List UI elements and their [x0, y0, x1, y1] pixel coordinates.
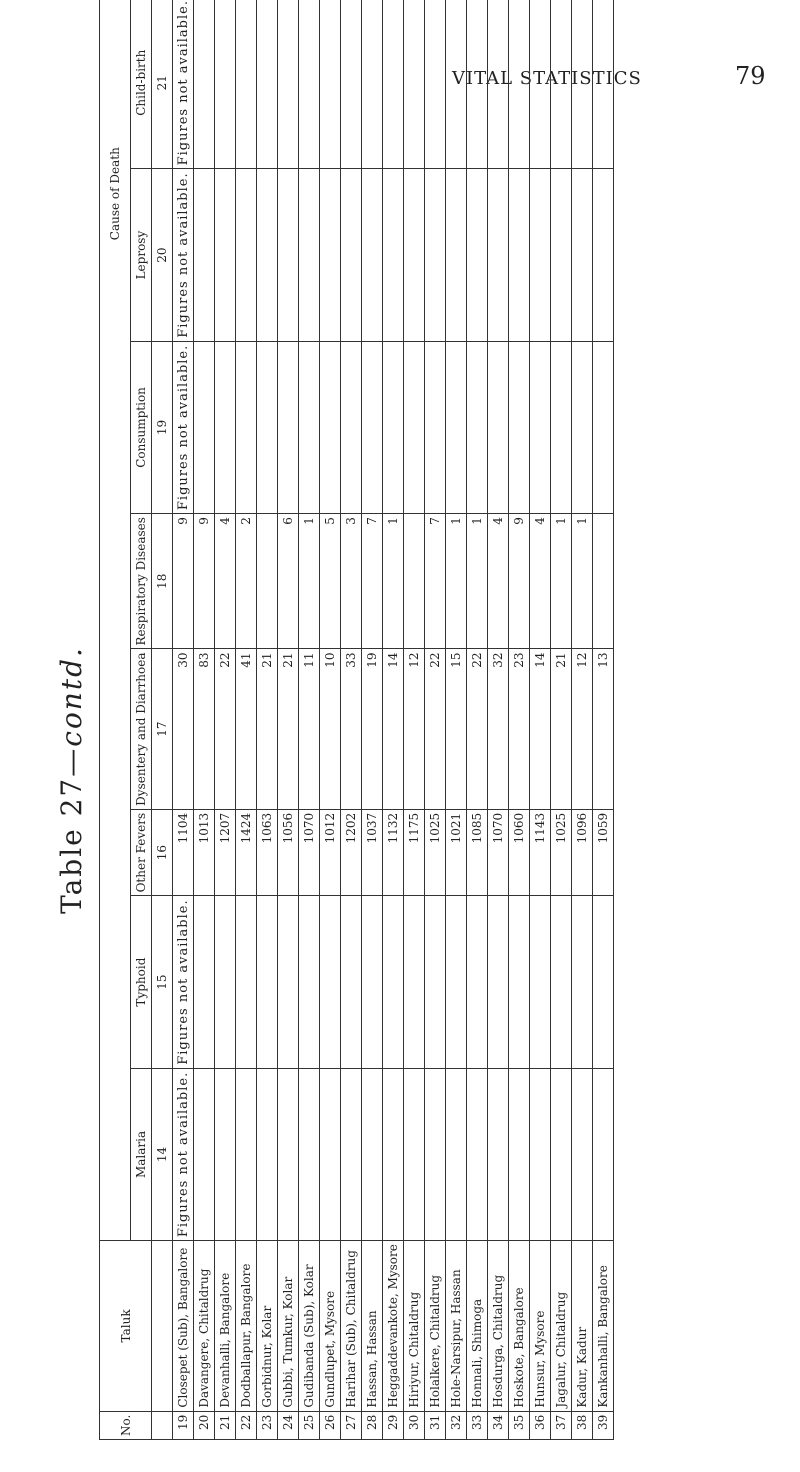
not-available-cell — [467, 0, 488, 169]
not-available-cell: Figures not available. — [173, 1068, 194, 1240]
not-available-cell — [215, 1068, 236, 1240]
cell-no: 38 — [572, 1411, 593, 1439]
cell-taluk: Gubbi, Tumkur, Kolar — [278, 1241, 299, 1412]
not-available-cell — [488, 1068, 509, 1240]
not-available-cell — [467, 341, 488, 513]
not-available-cell — [572, 169, 593, 341]
table-body — [173, 0, 614, 1440]
not-available-cell — [509, 0, 530, 169]
not-available-cell — [362, 169, 383, 341]
col-header: Typhoid — [131, 896, 152, 1068]
table-row — [278, 0, 299, 1440]
cell-taluk: Hole-Narsipur, Hassan — [446, 1241, 467, 1412]
not-available-cell — [236, 1068, 257, 1240]
table-row — [299, 0, 320, 1440]
not-available-cell — [551, 1068, 572, 1240]
table-row — [572, 0, 593, 1440]
table-row — [425, 0, 446, 1440]
cell-no: 19 — [173, 1411, 194, 1439]
cell-dysentery: 10 — [320, 649, 341, 809]
not-available-cell — [488, 0, 509, 169]
not-available-cell — [383, 1068, 404, 1240]
not-available-cell — [215, 169, 236, 341]
col-no: No. — [100, 1411, 152, 1439]
cell-respiratory: 7 — [362, 514, 383, 649]
table-row — [362, 0, 383, 1440]
not-available-cell — [593, 896, 614, 1068]
col-number: 20 — [152, 169, 173, 341]
cell-other_fevers: 1143 — [530, 809, 551, 896]
not-available-cell — [299, 0, 320, 169]
not-available-cell — [488, 896, 509, 1068]
cell-taluk: Hoskote, Bangalore — [509, 1241, 530, 1412]
page-number: 79 — [735, 62, 766, 90]
cell-dysentery: 32 — [488, 649, 509, 809]
cell-taluk: Hiriyur, Chitaldrug — [404, 1241, 425, 1412]
table-row — [593, 0, 614, 1440]
not-available-cell — [299, 1068, 320, 1240]
not-available-cell — [194, 169, 215, 341]
not-available-cell — [299, 169, 320, 341]
not-available-cell — [257, 169, 278, 341]
not-available-cell — [467, 1068, 488, 1240]
not-available-cell — [425, 169, 446, 341]
not-available-cell — [446, 896, 467, 1068]
cell-respiratory: 1 — [446, 514, 467, 649]
cell-other_fevers: 1013 — [194, 809, 215, 896]
cell-no: 27 — [341, 1411, 362, 1439]
cell-dysentery: 83 — [194, 649, 215, 809]
not-available-cell — [362, 0, 383, 169]
not-available-cell — [236, 896, 257, 1068]
cell-respiratory: 3 — [341, 514, 362, 649]
not-available-cell — [278, 341, 299, 513]
not-available-cell — [425, 1068, 446, 1240]
not-available-cell — [593, 1068, 614, 1240]
not-available-cell — [467, 896, 488, 1068]
cell-taluk: Devanhalli, Bangalore — [215, 1241, 236, 1412]
cell-dysentery: 33 — [341, 649, 362, 809]
cell-other_fevers: 1132 — [383, 809, 404, 896]
cell-no: 35 — [509, 1411, 530, 1439]
cell-dysentery: 12 — [572, 649, 593, 809]
not-available-cell — [320, 341, 341, 513]
cell-other_fevers: 1025 — [551, 809, 572, 896]
not-available-cell — [320, 896, 341, 1068]
cell-other_fevers: 1025 — [425, 809, 446, 896]
not-available-cell — [215, 0, 236, 169]
cell-other_fevers: 1175 — [404, 809, 425, 896]
cell-dysentery: 12 — [404, 649, 425, 809]
cell-taluk: Dodballapur, Bangalore — [236, 1241, 257, 1412]
cell-other_fevers: 1063 — [257, 809, 278, 896]
cell-dysentery: 19 — [362, 649, 383, 809]
table-row — [530, 0, 551, 1440]
cell-dysentery: 21 — [257, 649, 278, 809]
table-row — [173, 0, 194, 1440]
not-available-cell — [488, 169, 509, 341]
not-available-cell — [257, 1068, 278, 1240]
cell-taluk: Kadur, Kadur — [572, 1241, 593, 1412]
cell-respiratory: 1 — [299, 514, 320, 649]
cell-respiratory: 7 — [425, 514, 446, 649]
not-available-cell — [530, 1068, 551, 1240]
not-available-cell — [446, 1068, 467, 1240]
not-available-cell — [509, 896, 530, 1068]
not-available-cell — [236, 0, 257, 169]
col-number: 19 — [152, 341, 173, 513]
cell-respiratory: 5 — [320, 514, 341, 649]
not-available-cell — [215, 896, 236, 1068]
not-available-cell — [572, 341, 593, 513]
not-available-cell — [488, 341, 509, 513]
cell-no: 29 — [383, 1411, 404, 1439]
col-header: Leprosy — [131, 169, 152, 341]
cell-respiratory: 4 — [530, 514, 551, 649]
not-available-cell — [383, 169, 404, 341]
not-available-cell — [194, 896, 215, 1068]
table-row — [383, 0, 404, 1440]
cell-other_fevers: 1085 — [467, 809, 488, 896]
cell-respiratory — [593, 514, 614, 649]
not-available-cell — [383, 0, 404, 169]
cell-respiratory: 9 — [173, 514, 194, 649]
not-available-cell — [257, 341, 278, 513]
not-available-cell — [278, 896, 299, 1068]
col-header: Other Fevers — [131, 809, 152, 896]
cell-respiratory: 4 — [488, 514, 509, 649]
cell-other_fevers: 1037 — [362, 809, 383, 896]
not-available-cell — [551, 896, 572, 1068]
cell-no: 39 — [593, 1411, 614, 1439]
not-available-cell — [194, 1068, 215, 1240]
cell-other_fevers: 1021 — [446, 809, 467, 896]
cell-other_fevers: 1202 — [341, 809, 362, 896]
cell-taluk: Honnali, Shimoga — [467, 1241, 488, 1412]
not-available-cell — [509, 341, 530, 513]
col-number-blank — [152, 1411, 173, 1439]
col-group-cause: Cause of Death — [100, 0, 131, 1241]
cell-respiratory — [257, 514, 278, 649]
table-row — [194, 0, 215, 1440]
col-number: 18 — [152, 514, 173, 649]
cell-taluk: Harihar (Sub), Chitaldrug — [341, 1241, 362, 1412]
cell-taluk: Kankanhalli, Bangalore — [593, 1241, 614, 1412]
cell-respiratory: 9 — [194, 514, 215, 649]
not-available-cell — [551, 341, 572, 513]
cell-dysentery: 22 — [215, 649, 236, 809]
not-available-cell — [257, 896, 278, 1068]
table-row — [320, 0, 341, 1440]
not-available-cell — [404, 896, 425, 1068]
cell-taluk: Holalkere, Chitaldrug — [425, 1241, 446, 1412]
cell-dysentery: 22 — [467, 649, 488, 809]
not-available-cell — [236, 341, 257, 513]
not-available-cell — [593, 0, 614, 169]
not-available-cell — [362, 341, 383, 513]
not-available-cell — [551, 169, 572, 341]
not-available-cell — [530, 896, 551, 1068]
header-title: VITAL STATISTICS — [452, 68, 642, 89]
col-number: 16 — [152, 809, 173, 896]
table-row — [488, 0, 509, 1440]
not-available-cell — [257, 0, 278, 169]
cell-taluk: Davangere, Chitaldrug — [194, 1241, 215, 1412]
header-row-numbers — [152, 0, 173, 1440]
not-available-cell — [551, 0, 572, 169]
not-available-cell — [299, 896, 320, 1068]
cell-other_fevers: 1424 — [236, 809, 257, 896]
cell-other_fevers: 1096 — [572, 809, 593, 896]
cell-no: 36 — [530, 1411, 551, 1439]
table-row — [446, 0, 467, 1440]
not-available-cell — [341, 1068, 362, 1240]
not-available-cell — [194, 341, 215, 513]
not-available-cell — [425, 0, 446, 169]
not-available-cell — [593, 169, 614, 341]
not-available-cell — [509, 1068, 530, 1240]
table-title-main: Table 27 — [55, 776, 88, 914]
not-available-cell — [425, 341, 446, 513]
not-available-cell — [404, 169, 425, 341]
cell-dysentery: 21 — [551, 649, 572, 809]
cell-no: 20 — [194, 1411, 215, 1439]
cell-dysentery: 11 — [299, 649, 320, 809]
not-available-cell — [404, 1068, 425, 1240]
header-row-columns — [131, 0, 152, 1440]
not-available-cell — [446, 341, 467, 513]
not-available-cell — [467, 169, 488, 341]
not-available-cell — [509, 169, 530, 341]
cell-taluk: Hunsur, Mysore — [530, 1241, 551, 1412]
cell-respiratory: 2 — [236, 514, 257, 649]
not-available-cell — [425, 896, 446, 1068]
not-available-cell — [341, 169, 362, 341]
col-taluk: Taluk — [100, 1241, 152, 1412]
table-row — [257, 0, 278, 1440]
not-available-cell — [530, 341, 551, 513]
not-available-cell — [404, 0, 425, 169]
cell-no: 28 — [362, 1411, 383, 1439]
not-available-cell — [320, 169, 341, 341]
cell-respiratory: 6 — [278, 514, 299, 649]
not-available-cell: Figures not available. — [173, 0, 194, 169]
cell-no: 34 — [488, 1411, 509, 1439]
not-available-cell — [383, 341, 404, 513]
cell-no: 26 — [320, 1411, 341, 1439]
cell-dysentery: 14 — [530, 649, 551, 809]
cell-dysentery: 23 — [509, 649, 530, 809]
col-number: 14 — [152, 1068, 173, 1240]
table-row — [215, 0, 236, 1440]
cell-taluk: Heggaddevankote, Mysore — [383, 1241, 404, 1412]
not-available-cell — [278, 0, 299, 169]
not-available-cell: Figures not available. — [173, 341, 194, 513]
cell-no: 31 — [425, 1411, 446, 1439]
not-available-cell — [194, 0, 215, 169]
cell-taluk: Hosdurga, Chitaldrug — [488, 1241, 509, 1412]
table-title — [55, 120, 88, 1440]
col-number: 15 — [152, 896, 173, 1068]
not-available-cell — [362, 896, 383, 1068]
not-available-cell — [530, 169, 551, 341]
cell-dysentery: 13 — [593, 649, 614, 809]
cell-no: 25 — [299, 1411, 320, 1439]
cell-dysentery: 41 — [236, 649, 257, 809]
cell-dysentery: 14 — [383, 649, 404, 809]
cell-other_fevers: 1070 — [299, 809, 320, 896]
not-available-cell — [446, 169, 467, 341]
not-available-cell: Figures not available. — [173, 169, 194, 341]
cell-dysentery: 15 — [446, 649, 467, 809]
col-header: Malaria — [131, 1068, 152, 1240]
not-available-cell — [362, 1068, 383, 1240]
cell-respiratory — [404, 514, 425, 649]
not-available-cell — [299, 341, 320, 513]
cell-no: 30 — [404, 1411, 425, 1439]
table-row — [509, 0, 530, 1440]
vital-statistics-table — [99, 0, 614, 1440]
table-row — [467, 0, 488, 1440]
cell-other_fevers: 1059 — [593, 809, 614, 896]
not-available-cell — [383, 896, 404, 1068]
cell-no: 32 — [446, 1411, 467, 1439]
not-available-cell — [404, 341, 425, 513]
cell-other_fevers: 1070 — [488, 809, 509, 896]
cell-respiratory: 1 — [383, 514, 404, 649]
cell-no: 33 — [467, 1411, 488, 1439]
col-header: Dysentery and Diarrhoea — [131, 649, 152, 809]
cell-no: 37 — [551, 1411, 572, 1439]
not-available-cell — [341, 0, 362, 169]
cell-no: 21 — [215, 1411, 236, 1439]
cell-other_fevers: 1012 — [320, 809, 341, 896]
not-available-cell — [278, 1068, 299, 1240]
table-title-contd: —contd. — [55, 646, 88, 777]
cell-dysentery: 22 — [425, 649, 446, 809]
table-row — [551, 0, 572, 1440]
not-available-cell — [215, 341, 236, 513]
cell-dysentery: 21 — [278, 649, 299, 809]
table-row — [236, 0, 257, 1440]
not-available-cell — [572, 896, 593, 1068]
col-header: Respiratory Diseases — [131, 514, 152, 649]
cell-taluk: Jagalur, Chitaldrug — [551, 1241, 572, 1412]
cell-respiratory: 1 — [551, 514, 572, 649]
cell-other_fevers: 1207 — [215, 809, 236, 896]
not-available-cell — [341, 896, 362, 1068]
not-available-cell — [572, 0, 593, 169]
cell-no: 24 — [278, 1411, 299, 1439]
cell-dysentery: 30 — [173, 649, 194, 809]
col-number: 17 — [152, 649, 173, 809]
cell-taluk: Gudibanda (Sub), Kolar — [299, 1241, 320, 1412]
cell-respiratory: 4 — [215, 514, 236, 649]
col-number: 21 — [152, 0, 173, 169]
cell-no: 23 — [257, 1411, 278, 1439]
not-available-cell — [341, 341, 362, 513]
cell-respiratory: 1 — [467, 514, 488, 649]
not-available-cell — [530, 0, 551, 169]
not-available-cell: Figures not available. — [173, 896, 194, 1068]
cell-other_fevers: 1056 — [278, 809, 299, 896]
cell-taluk: Gundlupet, Mysore — [320, 1241, 341, 1412]
not-available-cell — [446, 0, 467, 169]
cell-respiratory: 9 — [509, 514, 530, 649]
cell-other_fevers: 1060 — [509, 809, 530, 896]
header-row-groups — [100, 0, 131, 1440]
not-available-cell — [572, 1068, 593, 1240]
col-header: Child-birth — [131, 0, 152, 169]
col-header: Consumption — [131, 341, 152, 513]
not-available-cell — [320, 1068, 341, 1240]
not-available-cell — [236, 169, 257, 341]
table-row — [341, 0, 362, 1440]
cell-no: 22 — [236, 1411, 257, 1439]
col-number-blank — [152, 1241, 173, 1412]
not-available-cell — [320, 0, 341, 169]
cell-taluk: Closepet (Sub), Bangalore — [173, 1241, 194, 1412]
not-available-cell — [278, 169, 299, 341]
cell-taluk: Gorbidnur, Kolar — [257, 1241, 278, 1412]
cell-taluk: Hassan, Hassan — [362, 1241, 383, 1412]
not-available-cell — [593, 341, 614, 513]
table-row — [404, 0, 425, 1440]
cell-respiratory: 1 — [572, 514, 593, 649]
cell-other_fevers: 1104 — [173, 809, 194, 896]
